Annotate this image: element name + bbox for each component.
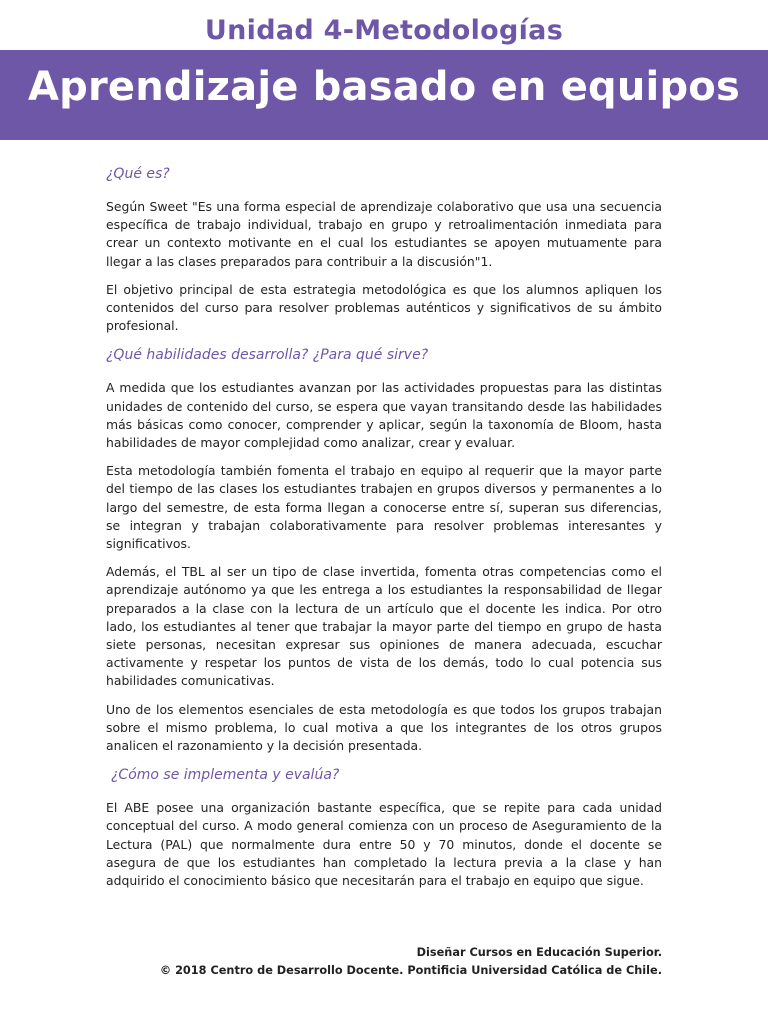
section-heading-habilidades: ¿Qué habilidades desarrolla? ¿Para qué sirve? bbox=[106, 347, 429, 364]
paragraph: El objetivo principal de esta estrategia metodológica es que los alumnos apliquen los contenidos del curso para resolver problemas auténticos y significativos de su ámbito profesional. bbox=[106, 281, 662, 334]
section-heading-implementacion: ¿Cómo se implementa y evalúa? bbox=[111, 767, 340, 784]
paragraph: A medida que los estudiantes avanzan por las actividades propuestas para las distintas unidades de contenido del curso, se espera que vayan transitando desde las habilidades más básicas como conocer, comprender y aplicar, según la taxonomía de Bloom, hasta habilidades de mayor complejidad como analizar, crear y evaluar. bbox=[106, 380, 662, 451]
paragraph: El ABE posee una organización bastante específica, que se repite para cada unidad conceptual del curso. A modo general comienza con un proceso de Aseguramiento de la Lectura (PAL) que normalmente dura entre 50 y 70 minutos, donde el docente se asegura de que los estudiantes han completado la lectura previa a la clase y han adquirido el conocimiento básico que necesitarán para el trabajo en equipo que sigue. bbox=[106, 800, 662, 889]
unit-title: Unidad 4-Metodologías bbox=[204, 15, 564, 46]
footer-course-line: Diseñar Cursos en Educación Superior. bbox=[416, 946, 662, 959]
document-body bbox=[106, 164, 662, 900]
paragraph: Esta metodología también fomenta el trabajo en equipo al requerir que la mayor parte del tiempo de las clases los estudiantes trabajen en grupos diversos y permanentes a lo largo del semestre, de esta forma llegan a conocerse entre sí, superan sus diferencias, se integran y trabajan colaborativamente para resolver problemas interesantes y significativos. bbox=[106, 463, 662, 552]
page-footer bbox=[160, 944, 662, 980]
section-heading-que-es: ¿Qué es? bbox=[106, 166, 170, 182]
title-banner bbox=[0, 50, 768, 140]
paragraph: Uno de los elementos esenciales de esta metodología es que todos los grupos trabajan sobre el mismo problema, lo cual motiva a que los integrantes de los otros grupos analicen el razonamiento y la decisión presentada. bbox=[106, 701, 662, 754]
footer-copyright-line: © 2018 Centro de Desarrollo Docente. Pontificia Universidad Católica de Chile. bbox=[159, 964, 662, 977]
page-title: Aprendizaje basado en equipos bbox=[28, 64, 740, 110]
paragraph: Además, el TBL al ser un tipo de clase invertida, fomenta otras competencias como el aprendizaje autónomo ya que les entrega a los estudiantes la responsabilidad de llegar preparados a la clase con la lectura de un artículo que el docente les indica. Por otro lado, los estudiantes al tener que trabajar la mayor parte del tiempo en grupo de hasta siete personas, necesitan expresar sus opiniones de manera adecuada, escuchar activamente y respetar los puntos de vista de los demás, todo lo cual potencia sus habilidades comunicativas. bbox=[106, 564, 662, 689]
paragraph: Según Sweet "Es una forma especial de aprendizaje colaborativo que usa una secuencia específica de trabajo individual, trabajo en grupo y retroalimentación inmediata para crear un contexto motivante en el cual los estudiantes se apoyen mutuamente para llegar a las clases preparados para contribuir a la discusión"1. bbox=[106, 199, 662, 269]
